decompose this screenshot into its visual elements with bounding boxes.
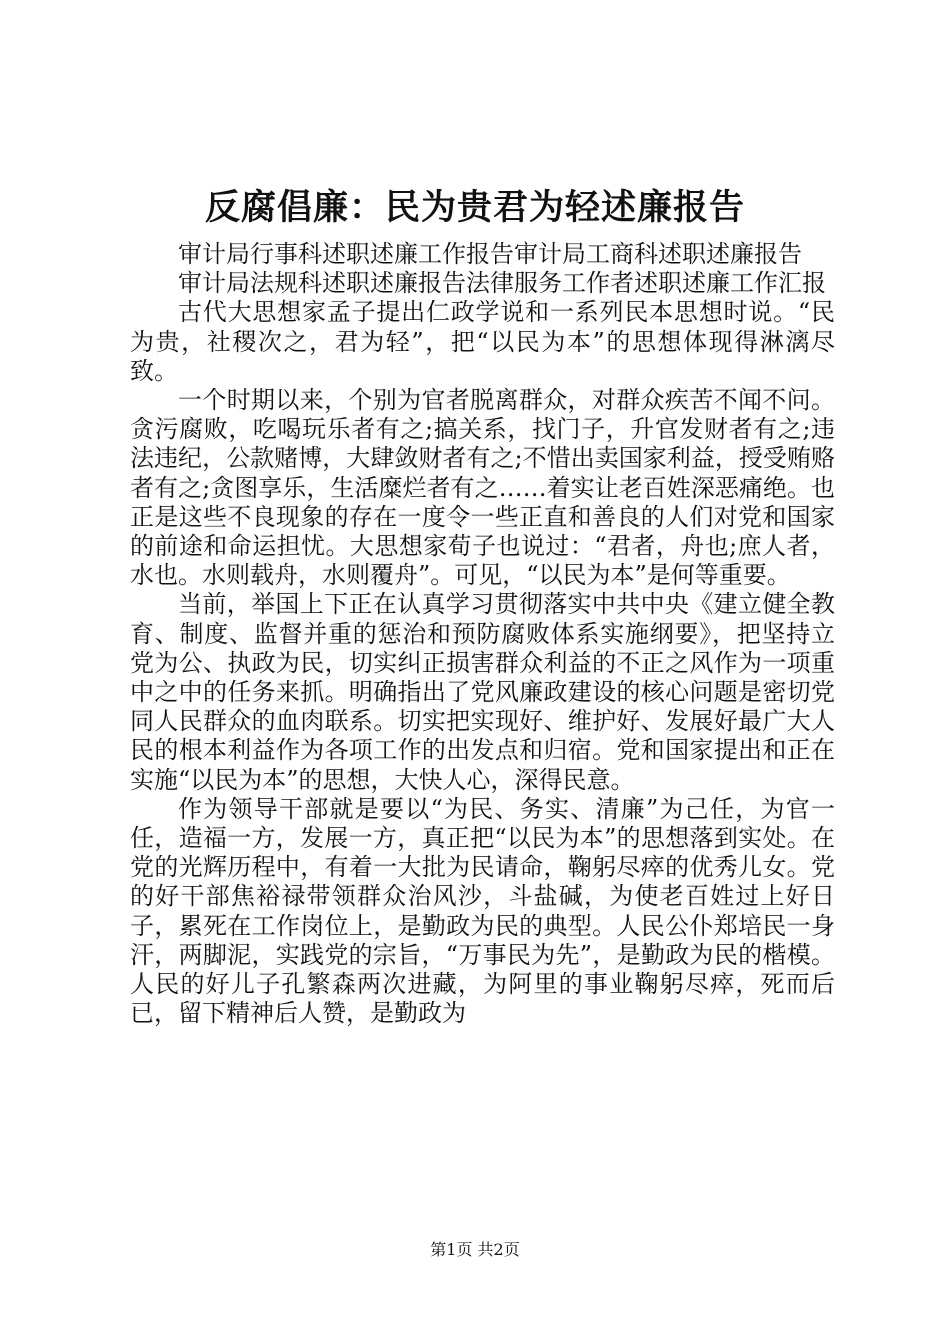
document-body xyxy=(130,240,835,1028)
document-title: 反腐倡廉：民为贵君为轻述廉报告 xyxy=(204,187,745,228)
paragraph-2: 审计局法规科述职述廉报告法律服务工作者述职述廉工作汇报 xyxy=(178,269,826,298)
paragraph-3: 古代大思想家孟子提出仁政学说和一系列民本思想时说。“民为贵，社稷次之，君为轻”，把“以民为本”的思想体现得淋漓尽致。 xyxy=(130,298,835,385)
paragraph-1: 审计局行事科述职述廉工作报告审计局工商科述职述廉报告 xyxy=(178,240,802,268)
paragraph-5: 当前，举国上下正在认真学习贯彻落实中共中央《建立健全教育、制度、监督并重的惩治和预防腐败体系实施纲要》，把坚持立党为公、执政为民，切实纠正损害群众利益的不正之风作为一项重中之中的任务来抓。明确指出了党风廉政建设的核心问题是密切党同人民群众的血肉联系。切实把实现好、维护好、发展好最广大人民的根本利益作为各项工作的出发点和归宿。党和国家提出和正在实施“以民为本”的思想，大快人心，深得民意。 xyxy=(130,590,835,794)
page-number-footer: 第1页 共2页 xyxy=(430,1240,520,1259)
paragraph-4: 一个时期以来，个别为官者脱离群众，对群众疾苦不闻不问。贪污腐败，吃喝玩乐者有之;搞关系，找门子，升官发财者有之;违法违纪，公款赌博，大肆敛财者有之;不惜出卖国家利益，授受贿赂者有之;贪图享乐，生活糜烂者有之……着实让老百姓深恶痛绝。也正是这些不良现象的存在一度令一些正直和善良的人们对党和国家的前途和命运担忧。大思想家荀子也说过：“君者，舟也;庶人者，水也。水则载舟，水则覆舟”。可见，“以民为本”是何等重要。 xyxy=(130,386,835,590)
paragraph-6: 作为领导干部就是要以“为民、务实、清廉”为己任，为官一任，造福一方，发展一方，真正把“以民为本”的思想落到实处。在党的光辉历程中，有着一大批为民请命，鞠躬尽瘁的优秀儿女。党的好干部焦裕禄带领群众治风沙，斗盐碱，为使老百姓过上好日子，累死在工作岗位上，是勤政为民的典型。人民公仆郑培民一身汗，两脚泥，实践党的宗旨，“万事民为先”，是勤政为民的楷模。人民的好儿子孔繁森两次进藏，为阿里的事业鞠躬尽瘁，死而后已，留下精神后人赞，是勤政为 xyxy=(130,794,835,1028)
